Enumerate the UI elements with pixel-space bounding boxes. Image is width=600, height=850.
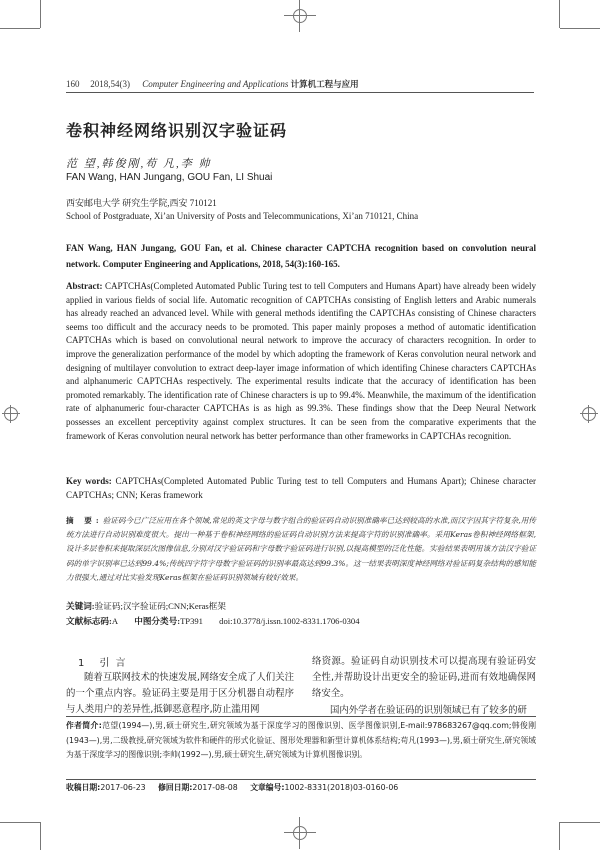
doc-code-value: A: [111, 616, 119, 626]
doi: doi:10.3778/j.issn.1002-8331.1706-0304: [219, 616, 360, 626]
section-title: 1 引言: [78, 658, 132, 669]
keywords-en-text: CAPTCHAs(Completed Automated Public Turing test to tell Computers and Humans Apart); Chinese character CAPTCHAs; CNN; Keras framework: [66, 476, 537, 500]
abstract-cn-label: 摘 要:: [66, 516, 103, 525]
keywords-cn: [66, 600, 536, 612]
abstract-cn: [66, 514, 536, 585]
citation: FAN Wang, HAN Jungang, GOU Fan, et al. Chinese character CAPTCHA recognition based on convolution neural network. Computer Engineering and Applications, 2018, 54(3):160-165.: [66, 243, 536, 269]
dates-rule: [66, 779, 536, 780]
affiliation-cn: 西安邮电大学 研究生学院,西安 710121: [66, 198, 217, 208]
intro-left-column: 随着互联网技术的快速发展,网络安全成了人们关注的一个重点内容。验证码主要是用于区分机器自动程序与人类用户的差异性,抵御恶意程序,防止滥用网: [66, 672, 294, 715]
footnote-label: 作者简介:: [66, 721, 102, 730]
keywords-cn-text: 验证码;汉字验证码;CNN;Keras框架: [94, 601, 226, 611]
crop-mark-tr-v: [559, 0, 560, 28]
registration-mark-bottom: [290, 823, 310, 843]
abstract-en: [66, 280, 536, 443]
abstract-en-text: CAPTCHAs(Completed Automated Public Turing test to tell Computers and Humans Apart) have already been widely applied in various fields of social life. Automatic recognition of CAPTCHAs consisting of English letters and Arabic numerals has already reached an advanced level. While with general methods identifing the CAPTCHAs consisting of Chinese characters seems too difficult and the accuracy needs to be promoted. This paper mainly proposes a method of automatic identification CAPTCHAs which is based on convolutional neural network to improve the accuracy of characters recognition. In order to improve the generalization performance of the model by which adopting the framework of Keras convolution neural network and designing of multilayer convolution to extract deep-layer image information of which identifing Chinese characters CAPTCHAs and alphanumeric CAPTCHAs respectively. The experimental results indicate that the accuracy of identification has been promoted remarkably. The identification rate of Chinese characters is up to 99.4%. Meanwhile, the maximum of the identification rate of alphanumeric four-character CAPTCHAs is as high as 99.3%. These findings show that the Deep Neural Network possesses an excellent perceptivity against complex structures. It can be seen from the comparative experiments that the framework of Keras convolution neural network has better performance than other frameworks in CAPTCHAs recognition.: [66, 281, 537, 441]
class-number-label: 中图分类号:: [134, 616, 181, 626]
footnote-rule: [66, 716, 536, 717]
keywords-cn-label: 关键词:: [66, 601, 95, 611]
crop-mark-bl-h: [0, 822, 40, 823]
crop-mark-bl-v: [40, 822, 41, 850]
registration-mark-top: [290, 6, 310, 26]
registration-mark-right: [580, 405, 598, 423]
journal-name-en: Computer Engineering and Applications: [142, 79, 289, 89]
running-header: [66, 78, 534, 90]
intro-right-column-a: 络资源。验证码自动识别技术可以提高现有验证码安全性,并帮助设计出更安全的验证码,进而有效地确保网络安全。: [312, 656, 536, 699]
affiliation-en: School of Postgraduate, Xi’an University of Posts and Telecommunications, Xi’an 710121, China: [66, 211, 419, 221]
author-footnote: [66, 719, 536, 763]
received-date: 2017-06-23: [100, 783, 146, 792]
crop-mark-br-v: [559, 822, 560, 850]
keywords-en: [66, 474, 536, 502]
revised-date: 2017-08-08: [192, 783, 238, 792]
authors-cn: 范 望,韩俊刚,苟 凡,李 帅: [66, 158, 212, 170]
journal-name-cn: 计算机工程与应用: [290, 80, 359, 90]
paper-title: 卷积神经网络识别汉字验证码: [66, 121, 288, 140]
footnote-text: 范望(1994—),男,硕士研究生,研究领域为基于深度学习的图像识别、医学图像识别,E-mail:978683267@qq.com;韩俊刚(1943—),男,二级教授,研究领域为软件和硬件的形式化验证、图形处理器和新型计算机体系结构;苟凡(1993—),男,硕士研究生,研究领域为基于深度学习的图像识别;李帅(1992—),男,硕士研究生,研究领域为计算机图像识别。: [66, 721, 536, 760]
page-number: 160: [66, 79, 80, 89]
crop-mark-tl-h: [0, 28, 40, 29]
keywords-en-label: Key words:: [66, 476, 112, 486]
received-label: 收稿日期:: [66, 783, 101, 792]
article-number: 1002-8331(2018)03-0160-06: [284, 783, 399, 792]
article-number-label: 文章编号:: [250, 783, 285, 792]
dates-line: [66, 782, 398, 793]
authors-en: FAN Wang, HAN Jungang, GOU Fan, LI Shuai: [66, 172, 273, 183]
abstract-cn-text: 验证码今已广泛应用在各个领域,常见的英文字母与数字组合的验证码自动识别准确率已达到较高的水准,而汉字因其字符复杂,用传统方法进行自动识别难度很大。提出一种基于卷积神经网络的验证码自动识别方法来提高字符的识别准确率。采用Keras卷积神经网络框架,设计多层卷积来提取深层次图像信息,分别对汉字验证码和字母数字验证码进行识别,以提高模型的泛化性能。实验结果表明用该方法汉字验证码的单字识别率已达到99.4%;传统四字符字母数字验证码的识别率最高达到99.3%。这一结果表明深度神经网络对验证码复杂结构的感知能力很强大,通过对比实验发现Keras框架在验证码识别领域有较好效果。: [66, 516, 536, 582]
crop-mark-tr-h: [560, 28, 600, 29]
crop-mark-tl-v: [40, 0, 41, 28]
doc-code-label: 文献标志码:: [66, 616, 112, 626]
abstract-en-label: Abstract:: [66, 281, 103, 291]
crop-mark-br-h: [560, 822, 600, 823]
volume-issue: 2018,54(3): [90, 79, 130, 89]
classification-line: [66, 615, 536, 627]
header-rule: [66, 92, 534, 93]
revised-label: 修回日期:: [158, 783, 193, 792]
class-number-value: TP391: [180, 616, 203, 626]
intro-right-column-b: 国内外学者在验证码的识别领域已有了较多的研: [330, 705, 527, 716]
registration-mark-left: [2, 405, 20, 423]
